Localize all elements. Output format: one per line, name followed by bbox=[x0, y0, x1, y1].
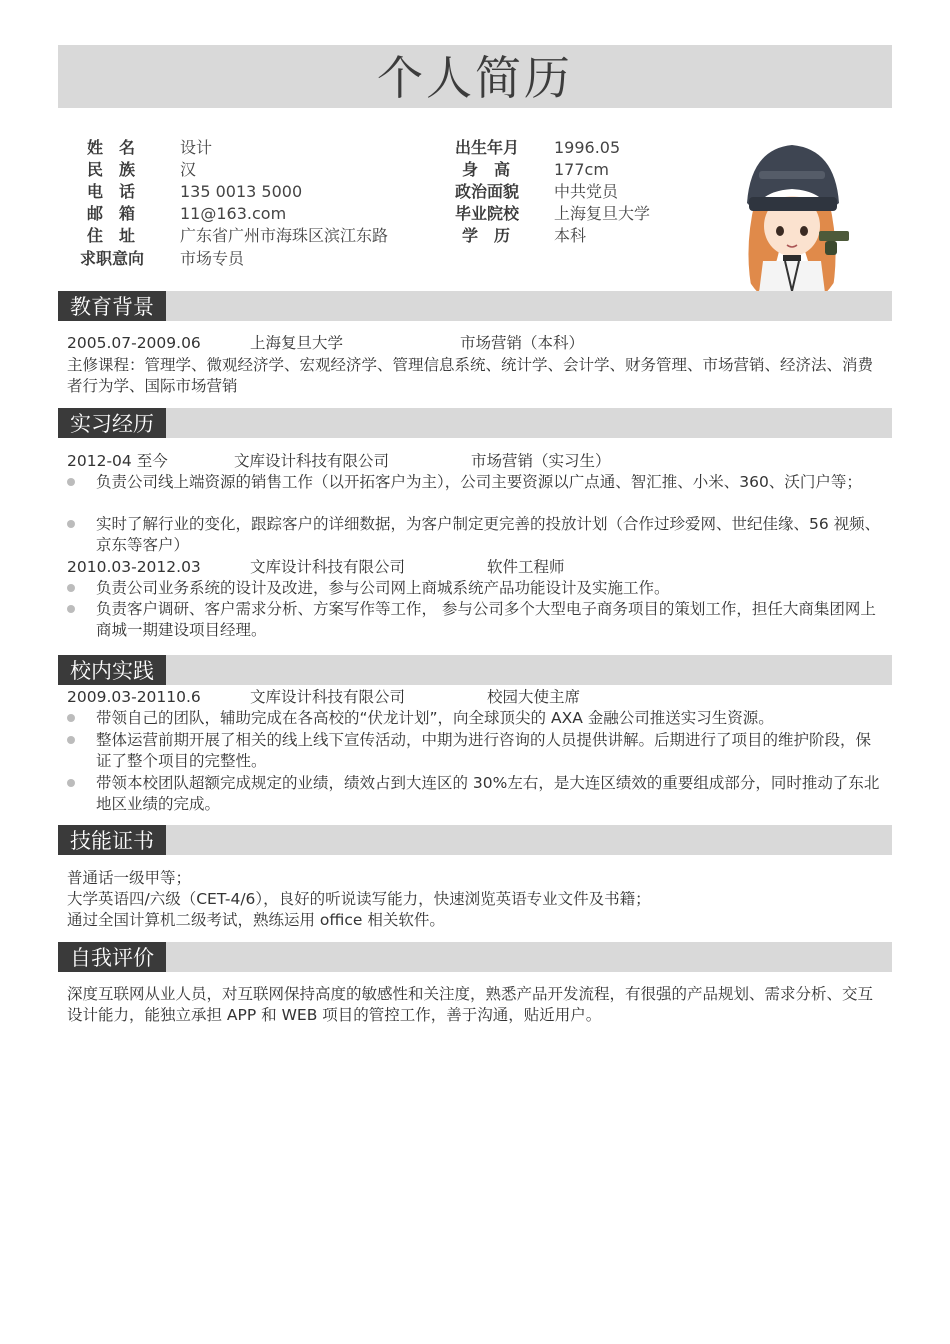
section-title: 实习经历 bbox=[58, 408, 166, 438]
internship-entry-2 bbox=[67, 557, 885, 578]
bullet-text: 带领本校团队超额完成规定的业绩，绩效占到大连区的 30%左右，是大连区绩效的重要组成部分，同时推动了东北地区业绩的完成。 bbox=[96, 774, 880, 813]
info-value: 本科 bbox=[554, 226, 587, 245]
bullet-dot bbox=[67, 714, 75, 722]
education-entry bbox=[67, 333, 885, 354]
bullet-text: 负责公司线上端资源的销售工作（以开拓客户为主），公司主要资源以广点通、智汇推、小米、360、沃门户等； bbox=[96, 473, 862, 491]
list-item bbox=[67, 599, 885, 641]
entry-role: 软件工程师 bbox=[487, 558, 565, 576]
section-education-header bbox=[58, 291, 892, 321]
bullet-text: 负责客户调研、客户需求分析、方案写作等工作， 参与公司多个大型电子商务项目的策划工作，担任大商集团网上商城一期建设项目经理。 bbox=[96, 600, 876, 639]
entry-date: 2010.03-2012.03 bbox=[67, 558, 201, 576]
info-value: 市场专员 bbox=[180, 249, 245, 268]
section-title: 教育背景 bbox=[58, 291, 166, 321]
info-label: 身 高 bbox=[462, 160, 511, 179]
info-label: 学 历 bbox=[462, 226, 511, 245]
list-item bbox=[67, 578, 885, 599]
education-school: 上海复旦大学 bbox=[250, 334, 344, 352]
self-evaluation-text: 深度互联网从业人员，对互联网保持高度的敏感性和关注度，熟悉产品开发流程，有很强的产品规划、需求分析、交互设计能力，能独立承担 APP 和 WEB 项目的管控工作，善于沟通，贴近用户。 bbox=[67, 985, 874, 1024]
list-item bbox=[67, 514, 885, 556]
info-label: 毕业院校 bbox=[455, 204, 520, 223]
section-internship-header bbox=[58, 408, 892, 438]
bullet-dot bbox=[67, 736, 75, 744]
info-value: 汉 bbox=[180, 160, 197, 179]
section-title: 校内实践 bbox=[58, 655, 166, 685]
info-label: 民 族 bbox=[87, 160, 136, 179]
info-label: 出生年月 bbox=[455, 138, 520, 157]
campus-entry bbox=[67, 687, 885, 708]
resume-title: 个人简历 bbox=[58, 45, 892, 108]
list-item bbox=[67, 708, 885, 729]
entry-company: 文库设计科技有限公司 bbox=[250, 558, 406, 576]
skill-line: 大学英语四/六级（CET-4/6），良好的听说读写能力，快速浏览英语专业文件及书籍； bbox=[67, 890, 651, 908]
section-title: 技能证书 bbox=[58, 825, 166, 855]
info-label: 邮 箱 bbox=[87, 204, 136, 223]
info-label: 求职意向 bbox=[80, 249, 145, 268]
info-value: 设计 bbox=[180, 138, 213, 157]
education-major: 市场营销（本科） bbox=[460, 334, 585, 352]
info-value: 广东省广州市海珠区滨江东路 bbox=[180, 226, 389, 245]
skill-line: 通过全国计算机二级考试，熟练运用 office 相关软件。 bbox=[67, 911, 445, 929]
entry-date: 2009.03-20110.6 bbox=[67, 688, 201, 706]
entry-company: 文库设计科技有限公司 bbox=[234, 452, 390, 470]
section-self-header bbox=[58, 942, 892, 972]
info-label: 政治面貌 bbox=[455, 182, 520, 201]
skill-line: 普通话一级甲等； bbox=[67, 869, 192, 887]
entry-role: 校园大使主席 bbox=[487, 688, 581, 706]
bullet-dot bbox=[67, 605, 75, 613]
bullet-text: 实时了解行业的变化，跟踪客户的详细数据，为客户制定更完善的投放计划（合作过珍爱网、世纪佳缘、56 视频、京东等客户） bbox=[96, 515, 881, 554]
info-label: 姓 名 bbox=[87, 138, 136, 157]
info-label: 电 话 bbox=[87, 182, 136, 201]
avatar-icon bbox=[733, 131, 851, 309]
info-value: 1996.05 bbox=[554, 138, 621, 157]
bullet-dot bbox=[67, 584, 75, 592]
section-campus-header bbox=[58, 655, 892, 685]
list-item bbox=[67, 730, 885, 772]
profile-photo bbox=[733, 131, 851, 309]
info-value: 135 0013 5000 bbox=[180, 182, 303, 201]
entry-role: 市场营销（实习生） bbox=[471, 452, 611, 470]
bullet-dot bbox=[67, 478, 75, 486]
entry-company: 文库设计科技有限公司 bbox=[250, 688, 406, 706]
internship-entry-1 bbox=[67, 451, 885, 472]
list-item bbox=[67, 773, 885, 815]
education-date: 2005.07-2009.06 bbox=[67, 334, 201, 352]
bullet-text: 整体运营前期开展了相关的线上线下宣传活动，中期为进行咨询的人员提供讲解。后期进行了项目的维护阶段，保证了整个项目的完整性。 bbox=[96, 731, 872, 770]
bullet-text: 带领自己的团队，辅助完成在各高校的“伏龙计划”，向全球顶尖的 AXA 金融公司推送实习生资源。 bbox=[96, 709, 774, 727]
entry-date: 2012-04 至今 bbox=[67, 452, 168, 470]
bullet-text: 负责公司业务系统的设计及改进，参与公司网上商城系统产品功能设计及实施工作。 bbox=[96, 579, 670, 597]
info-value: 中共党员 bbox=[554, 182, 619, 201]
info-value: 177cm bbox=[554, 160, 609, 179]
bullet-dot bbox=[67, 520, 75, 528]
section-title: 自我评价 bbox=[58, 942, 166, 972]
info-value: 上海复旦大学 bbox=[554, 204, 651, 223]
bullet-dot bbox=[67, 779, 75, 787]
info-label: 住 址 bbox=[87, 226, 136, 245]
section-skills-header bbox=[58, 825, 892, 855]
list-item bbox=[67, 472, 885, 493]
education-courses: 主修课程：管理学、微观经济学、宏观经济学、管理信息系统、统计学、会计学、财务管理、市场营销、经济法、消费者行为学、国际市场营销 bbox=[67, 356, 874, 395]
info-value: 11@163.com bbox=[180, 204, 287, 223]
